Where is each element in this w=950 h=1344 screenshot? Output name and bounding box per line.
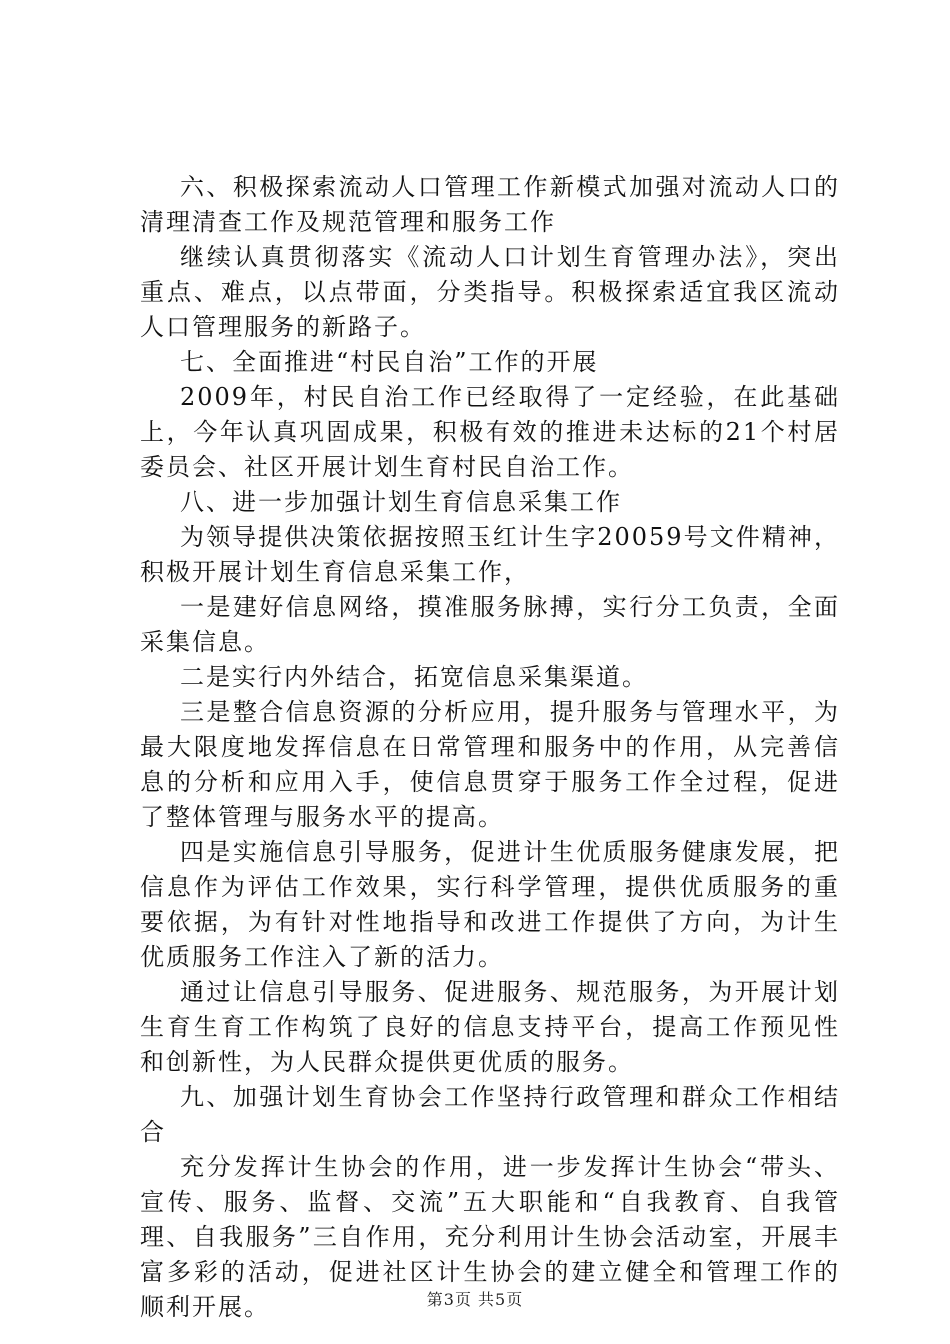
section-heading-8: 八、进一步加强计划生育信息采集工作 — [180, 488, 622, 516]
section-heading-9: 九、加强计划生育协会工作坚持行政管理和群众工作相结合 — [140, 1083, 840, 1146]
page-number-label: 第3页 共5页 — [426, 1290, 524, 1309]
body-paragraph: 通过让信息引导服务、促进服务、规范服务，为开展计划生育生育工作构筑了良好的信息支持平台，提高工作预见性和创新性，为人民群众提供更优质的服务。 — [140, 978, 840, 1076]
document-body — [140, 170, 840, 1325]
body-paragraph: 继续认真贯彻落实《流动人口计划生育管理办法》，突出重点、难点，以点带面，分类指导。积极探索适宜我区流动人口管理服务的新路子。 — [140, 243, 840, 341]
body-paragraph: 二是实行内外结合，拓宽信息采集渠道。 — [180, 663, 648, 691]
section-heading-7: 七、全面推进“村民自治”工作的开展 — [180, 348, 599, 376]
body-paragraph: 充分发挥计生协会的作用，进一步发挥计生协会“带头、宣传、服务、监督、交流”五大职能和“自我教育、自我管理、自我服务”三自作用，充分利用计生协会活动室，开展丰富多彩的活动，促进社区计生协会的建立健全和管理工作的顺利开展。 — [140, 1153, 840, 1321]
body-paragraph: 为领导提供决策依据按照玉红计生字20059号文件精神，积极开展计划生育信息采集工作， — [140, 523, 840, 586]
section-heading-6: 六、积极探索流动人口管理工作新模式加强对流动人口的清理清查工作及规范管理和服务工作 — [140, 173, 840, 236]
body-paragraph: 一是建好信息网络，摸准服务脉搏，实行分工负责，全面采集信息。 — [140, 593, 840, 656]
body-paragraph: 四是实施信息引导服务，促进计生优质服务健康发展，把信息作为评估工作效果，实行科学管理，提供优质服务的重要依据，为有针对性地指导和改进工作提供了方向，为计生优质服务工作注入了新的活力。 — [140, 838, 840, 971]
body-paragraph: 2009年，村民自治工作已经取得了一定经验，在此基础上，今年认真巩固成果，积极有效的推进未达标的21个村居委员会、社区开展计划生育村民自治工作。 — [140, 383, 840, 481]
page-footer — [0, 1290, 950, 1310]
body-paragraph: 三是整合信息资源的分析应用，提升服务与管理水平，为最大限度地发挥信息在日常管理和服务中的作用，从完善信息的分析和应用入手，使信息贯穿于服务工作全过程，促进了整体管理与服务水平的提高。 — [140, 698, 840, 831]
